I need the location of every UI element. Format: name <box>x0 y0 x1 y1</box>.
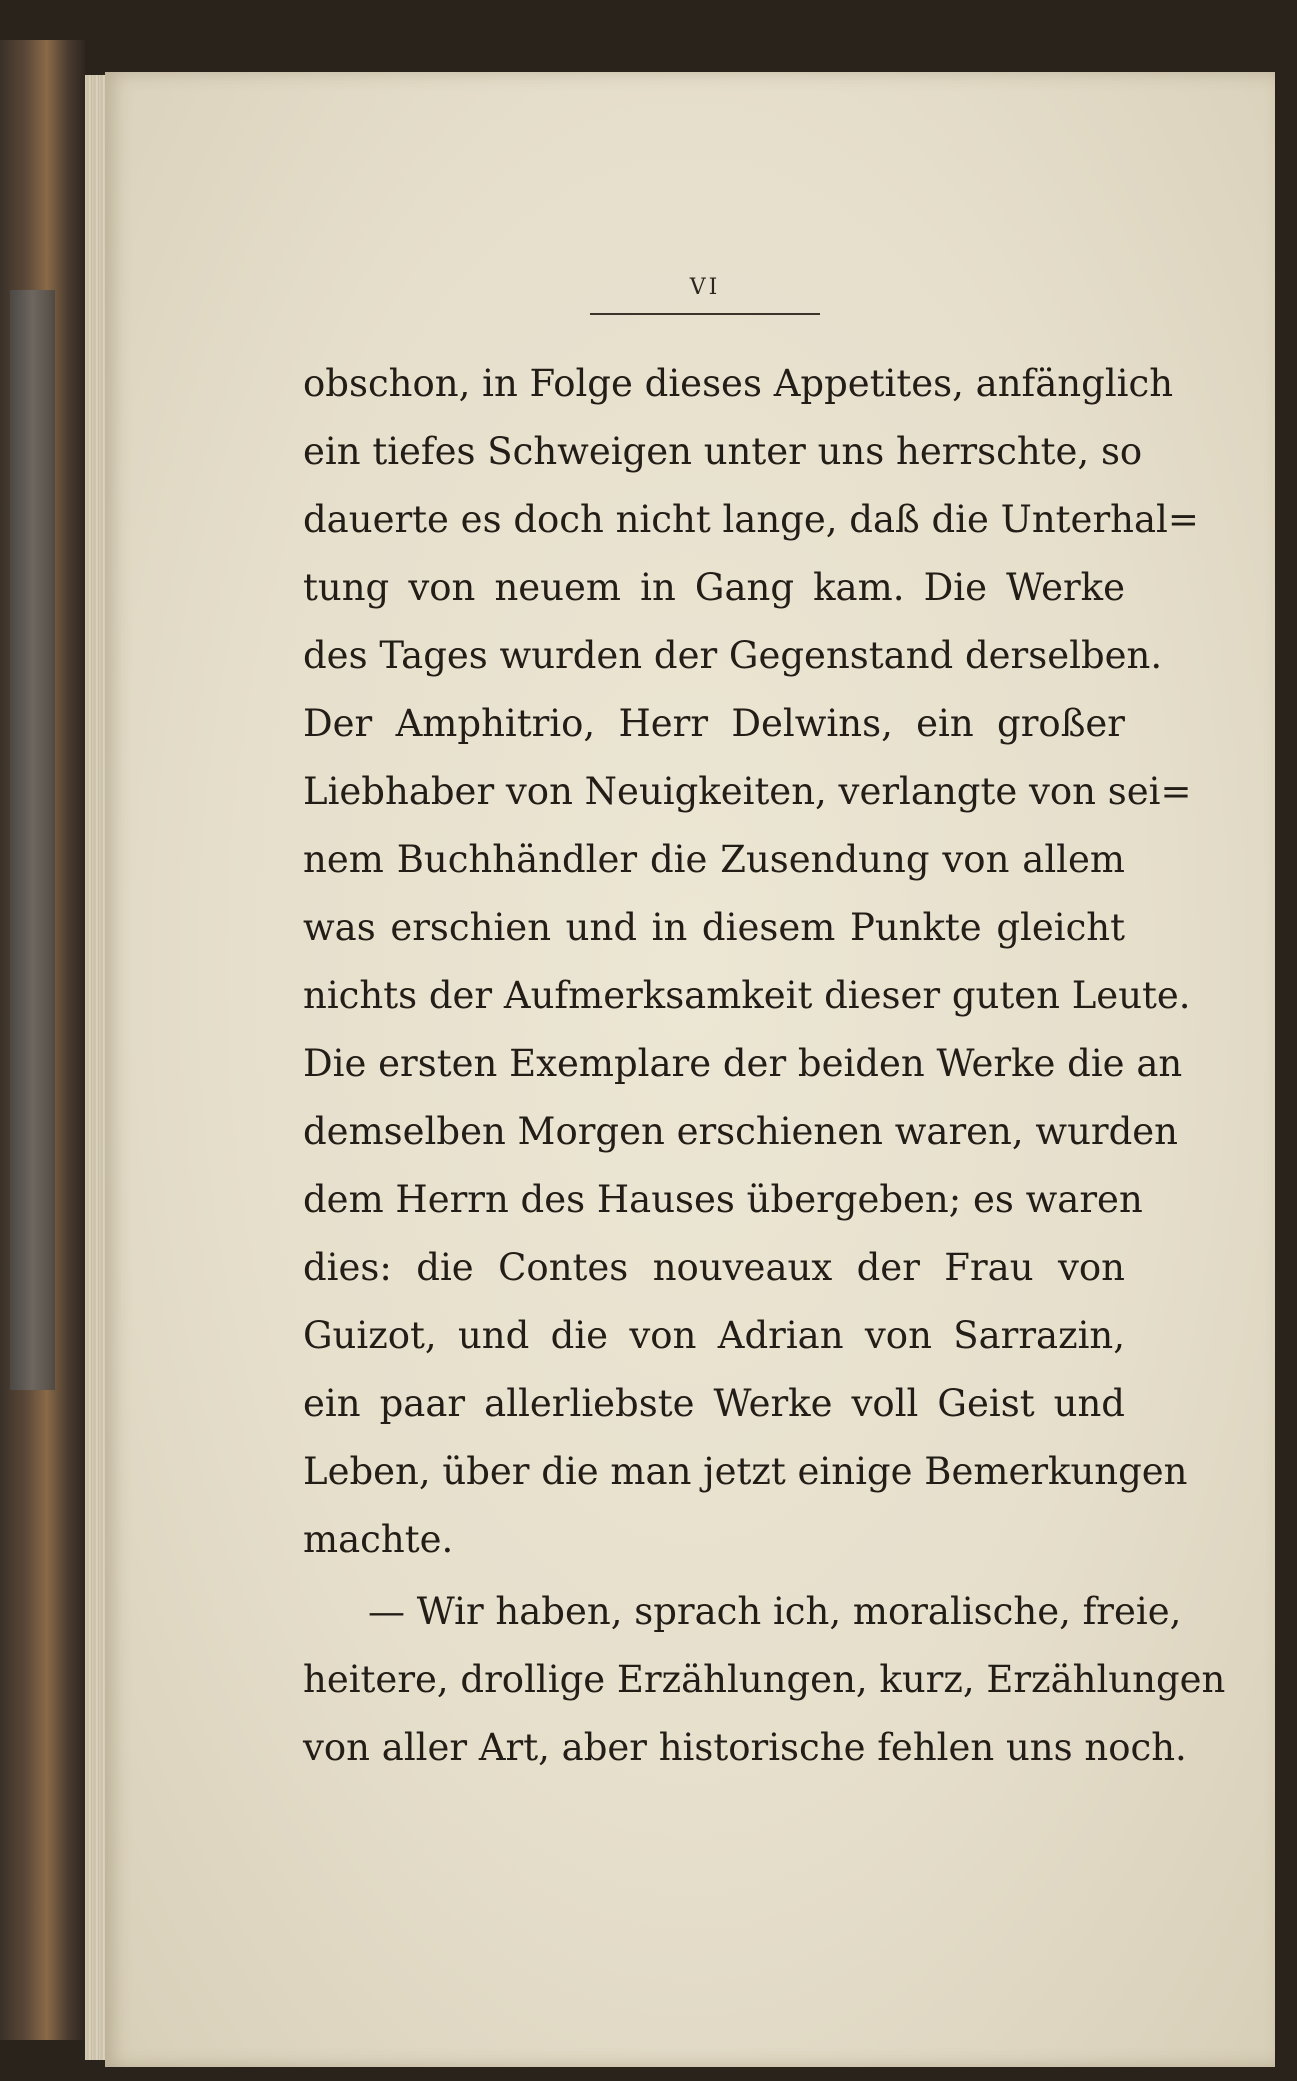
text-line: nem Buchhändler die Zusendung von allem <box>303 838 1125 881</box>
binding-cloth-strip <box>10 290 55 1390</box>
text-line: von aller Art, aber historische fehlen uns noch. <box>303 1726 1187 1769</box>
text-line: Der Amphitrio, Herr Delwins, ein großer <box>303 702 1125 745</box>
text-line: ein paar allerliebste Werke voll Geist und <box>303 1382 1125 1425</box>
book-binding <box>0 40 85 2040</box>
text-line: nichts der Aufmerksamkeit dieser guten Leute. <box>303 974 1191 1017</box>
text-line: dem Herrn des Hauses übergeben; es waren <box>303 1178 1143 1221</box>
text-line: Guizot, und die von Adrian von Sarrazin, <box>303 1314 1125 1357</box>
text-line: Die ersten Exemplare der beiden Werke die an <box>303 1042 1183 1085</box>
text-line: Liebhaber von Neuigkeiten, verlangte von sei= <box>303 770 1192 813</box>
text-line: dies: die Contes nouveaux der Frau von <box>303 1246 1125 1289</box>
text-line: des Tages wurden der Gegenstand derselben. <box>303 634 1163 677</box>
text-line: — Wir haben, sprach ich, moralische, freie, <box>368 1590 1182 1633</box>
text-line: machte. <box>303 1518 454 1561</box>
text-line: ein tiefes Schweigen unter uns herrschte, so <box>303 430 1143 473</box>
page-header <box>590 275 820 315</box>
text-line: was erschien und in diesem Punkte gleicht <box>303 906 1125 949</box>
text-line: demselben Morgen erschienen waren, wurden <box>303 1110 1179 1153</box>
body-text <box>303 350 1226 1782</box>
text-line: dauerte es doch nicht lange, daß die Unterhal= <box>303 498 1199 541</box>
text-line: tung von neuem in Gang kam. Die Werke <box>303 566 1125 609</box>
text-line: obschon, in Folge dieses Appetites, anfänglich <box>303 362 1174 405</box>
text-line: heitere, drollige Erzählungen, kurz, Erzählungen <box>303 1658 1226 1701</box>
header-rule <box>590 313 820 315</box>
text-line: Leben, über die man jetzt einige Bemerkungen <box>303 1450 1188 1493</box>
page-number: VI <box>689 275 721 300</box>
